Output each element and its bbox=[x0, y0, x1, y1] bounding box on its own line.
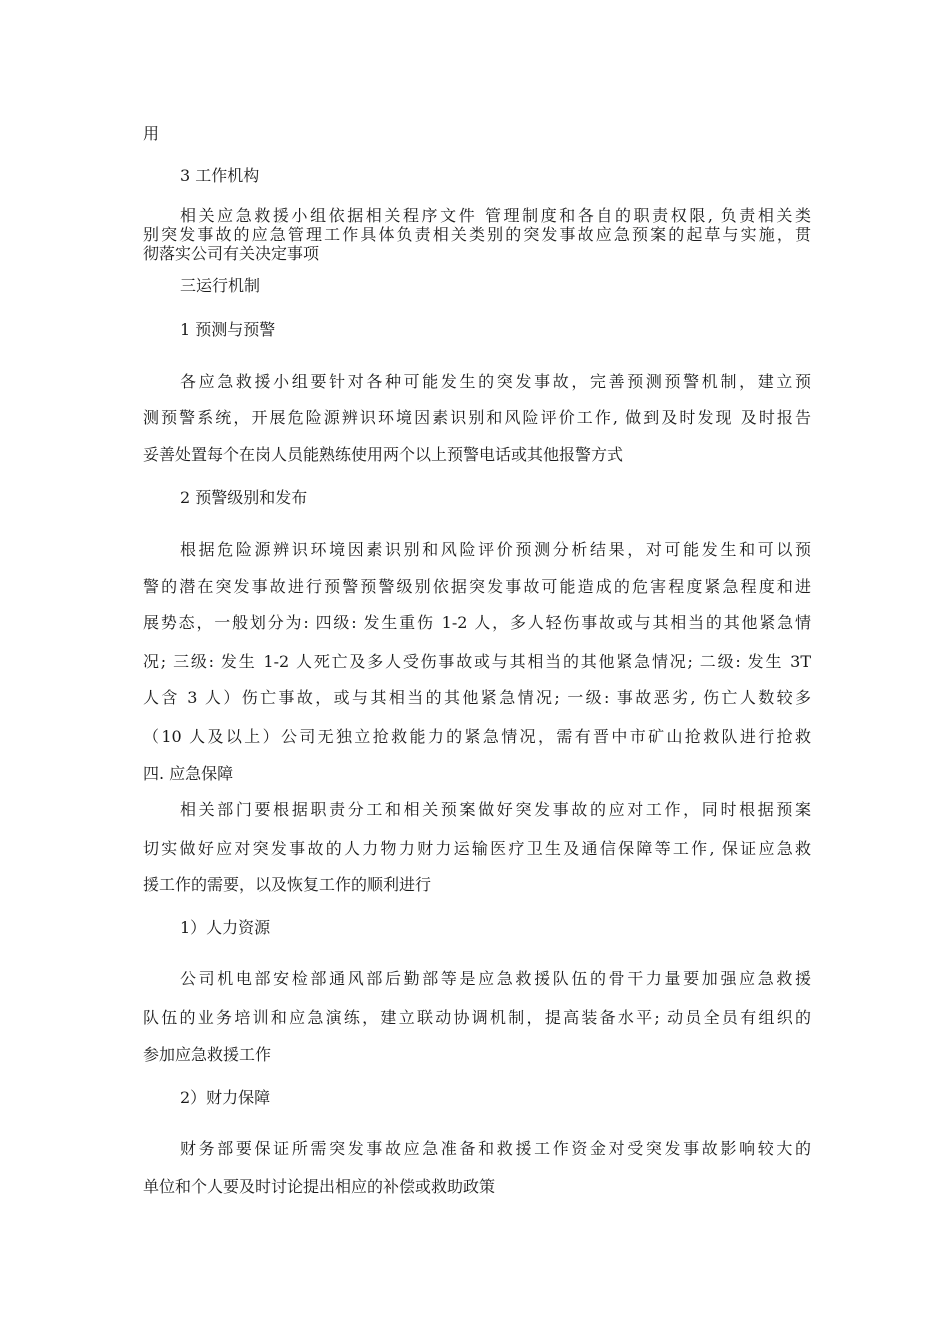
section-heading: 三运行机制 bbox=[180, 276, 261, 295]
paragraph-line: 相关应急救援小组依据相关程序文件 管理制度和各自的职责权限, 负责相关类 bbox=[180, 206, 811, 225]
paragraph-line: 相关部门要根据职责分工和相关预案做好突发事故的应对工作，同时根据预案 bbox=[180, 800, 811, 819]
paragraph-line: 各应急救援小组要针对各种可能发生的突发事故，完善预测预警机制，建立预 bbox=[180, 372, 811, 391]
paragraph-line: 单位和个人要及时讨论提出相应的补偿或救助政策 bbox=[143, 1177, 496, 1196]
paragraph-line: 展势态，一般划分为: 四级: 发生重伤 1-2 人，多人轻伤事故或与其相当的其他紧急情 bbox=[143, 613, 811, 632]
paragraph-line: 彻落实公司有关决定事项 bbox=[143, 244, 320, 263]
paragraph-line: 队伍的业务培训和应急演练，建立联动协调机制，提高装备水平; 动员全员有组织的 bbox=[143, 1008, 811, 1027]
section-heading: 2 预警级别和发布 bbox=[180, 488, 308, 507]
section-heading: 2）财力保障 bbox=[180, 1088, 271, 1107]
paragraph-line: 人含 3 人）伤亡事故，或与其相当的其他紧急情况; 一级: 事故恶劣, 伤亡人数较多 bbox=[143, 688, 811, 707]
paragraph-line: 财务部要保证所需突发事故应急准备和救援工作资金对受突发事故影响较大的 bbox=[180, 1139, 811, 1158]
paragraph-line: 参加应急救援工作 bbox=[143, 1045, 272, 1064]
paragraph-line: 测预警系统，开展危险源辨识环境因素识别和风险评价工作, 做到及时发现 及时报告 bbox=[143, 408, 811, 427]
paragraph-line: 根据危险源辨识环境因素识别和风险评价预测分析结果，对可能发生和可以预 bbox=[180, 540, 811, 559]
paragraph-line: （10 人及以上）公司无独立抢救能力的紧急情况，需有晋中市矿山抢救队进行抢救 bbox=[143, 727, 811, 746]
paragraph-line: 援工作的需要，以及恢复工作的顺利进行 bbox=[143, 875, 432, 894]
paragraph-line: 别突发事故的应急管理工作具体负责相关类别的突发事故应急预案的起草与实施，贯 bbox=[143, 225, 811, 244]
section-heading: 3 工作机构 bbox=[180, 166, 260, 185]
paragraph-line: 警的潜在突发事故进行预警预警级别依据突发事故可能造成的危害程度紧急程度和进 bbox=[143, 577, 811, 596]
paragraph-line: 公司机电部安检部通风部后勤部等是应急救援队伍的骨干力量要加强应急救援 bbox=[180, 969, 811, 988]
paragraph-line: 况; 三级: 发生 1-2 人死亡及多人受伤事故或与其相当的其他紧急情况; 二级: 发生 3T bbox=[143, 652, 811, 671]
paragraph-line: 妥善处置每个在岗人员能熟练使用两个以上预警电话或其他报警方式 bbox=[143, 445, 624, 464]
paragraph-fragment: 用 bbox=[143, 124, 160, 143]
section-heading: 1 预测与预警 bbox=[180, 320, 276, 339]
section-heading: 四. 应急保障 bbox=[143, 764, 234, 783]
paragraph-line: 切实做好应对突发事故的人力物力财力运输医疗卫生及通信保障等工作, 保证应急救 bbox=[143, 839, 811, 858]
section-heading: 1）人力资源 bbox=[180, 918, 271, 937]
